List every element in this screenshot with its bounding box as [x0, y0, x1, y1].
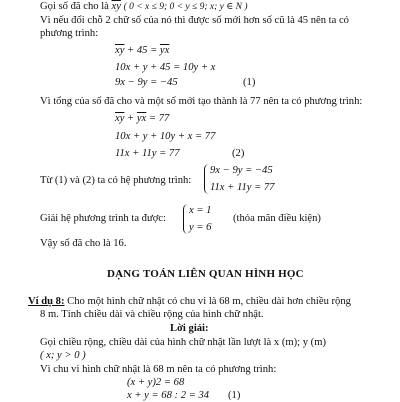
equation-2c: 11x + 11y = 77 — [115, 148, 180, 159]
solution-y: y = 6 — [189, 222, 212, 233]
line-equation-intro-1: phương trình: — [40, 28, 99, 39]
equation-1-number: (1) — [243, 77, 256, 88]
solution-note: (thỏa mãn điều kiện) — [233, 213, 321, 224]
equation-1c: 9x − 9y = −45 — [115, 77, 178, 88]
line-variable-condition: ( x; y > 0 ) — [40, 350, 86, 361]
system-eq-2: 11x + 11y = 77 — [210, 182, 275, 193]
equation-perimeter-1: (x + y)2 = 68 — [127, 377, 185, 388]
line-conclusion: Vậy số đã cho là 16. — [40, 238, 127, 249]
solution-brace — [183, 204, 188, 234]
example-line-2: 8 m. Tính chiều dài và chiều rộng của hình chữ nhật. — [40, 309, 264, 320]
system-eq-1: 9x − 9y = −45 — [210, 165, 273, 176]
example-line-1: Ví dụ 8: Cho một hình chữ nhật có chu vi là 68 m, chiều dài hơn chiều rộng — [28, 296, 351, 307]
line-perimeter: Vì chu vi hình chữ nhật là 68 m nên ta có phương trình: — [40, 364, 277, 375]
line-system-intro: Từ (1) và (2) ta có hệ phương trình: — [40, 175, 192, 186]
equation-2-number: (2) — [232, 148, 245, 159]
line-variables: Gọi chiều rộng, chiều dài của hình chữ nhật lần lượt là x (m); y (m) — [40, 337, 326, 348]
solution-label: Lời giải: — [170, 323, 209, 334]
section-heading: DẠNG TOÁN LIÊN QUAN HÌNH HỌC — [107, 268, 304, 280]
line-set-number: Gọi số đã cho là $\overline{xy}$ ( 0 < x ≤ 9; 0 < y ≤ 9; x; y ∈ N ) — [40, 1, 248, 12]
line-solve-intro: Giải hệ phương trình ta được: — [40, 213, 166, 224]
equation-perimeter-number: (1) — [228, 390, 241, 401]
equation-2b: 10x + y + 10y + x = 77 — [115, 131, 216, 142]
line-swap-condition: Vì nếu đổi chỗ 2 chữ số của nó thì được số mới hơn số cũ là 45 nên ta có — [40, 15, 349, 26]
equation-1a: $\overline{xy} + 45 = \overline{yx}$ — [115, 45, 170, 56]
line-sum-condition: Vì tổng của số đã cho và một số mới tạo thành là 77 nên ta có phương trình: — [40, 96, 363, 107]
system-brace — [204, 164, 209, 194]
equation-perimeter-2: x + y = 68 : 2 = 34 — [127, 390, 210, 401]
solution-x: x = 1 — [189, 205, 212, 216]
equation-1b: 10x + y + 45 = 10y + x — [115, 62, 216, 73]
equation-2a: $\overline{xy} + \overline{yx} = 77$ — [115, 113, 170, 124]
